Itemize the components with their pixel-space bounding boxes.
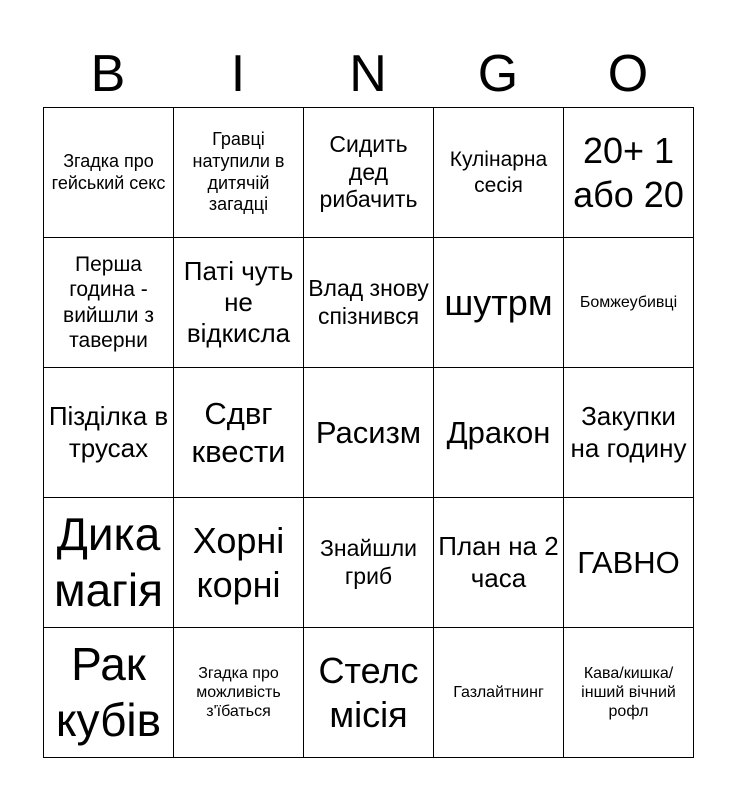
bingo-cell[interactable]: Перша година - вийшли з таверни <box>44 238 174 368</box>
bingo-cell[interactable]: ГАВНО <box>564 498 694 628</box>
bingo-cell[interactable]: Згадка про гейський секс <box>44 108 174 238</box>
bingo-cell[interactable]: Влад знову спізнився <box>304 238 434 368</box>
bingo-cell[interactable]: Сидить дед рибачить <box>304 108 434 238</box>
bingo-cell[interactable]: План на 2 часа <box>434 498 564 628</box>
header-letter-g: G <box>477 45 519 103</box>
bingo-cell[interactable]: Кава/кишка/інший вічний рофл <box>564 628 694 758</box>
bingo-cell[interactable]: Згадка про можливість з'їбаться <box>174 628 304 758</box>
bingo-cell[interactable]: Хорні корні <box>174 498 304 628</box>
board-row <box>44 368 694 498</box>
bingo-cell[interactable]: Дика магія <box>44 498 174 628</box>
header-letter-i: I <box>230 45 246 103</box>
header-letter-n: N <box>349 45 387 103</box>
bingo-cell[interactable]: Паті чуть не відкисла <box>174 238 304 368</box>
header-letter-b: B <box>90 45 126 103</box>
board-row <box>44 628 694 758</box>
header-letter-o: O <box>607 45 649 103</box>
bingo-cell[interactable]: Сдвг квести <box>174 368 304 498</box>
bingo-cell[interactable]: Пізділка в трусах <box>44 368 174 498</box>
bingo-cell[interactable]: Стелс місія <box>304 628 434 758</box>
bingo-cell[interactable]: 20+ 1 або 20 <box>564 108 694 238</box>
bingo-cell[interactable]: шутрм <box>434 238 564 368</box>
bingo-cell[interactable]: Закупки на годину <box>564 368 694 498</box>
board-row <box>44 108 694 238</box>
bingo-header <box>43 40 693 108</box>
bingo-cell[interactable]: Гравці натупили в дитячій загадці <box>174 108 304 238</box>
bingo-cell[interactable]: Дракон <box>434 368 564 498</box>
bingo-cell[interactable]: Знайшли гриб <box>304 498 434 628</box>
bingo-board <box>43 107 694 758</box>
board-row <box>44 238 694 368</box>
bingo-cell[interactable]: Расизм <box>304 368 434 498</box>
bingo-cell[interactable]: Газлайтнинг <box>434 628 564 758</box>
bingo-cell[interactable]: Кулінарна сесія <box>434 108 564 238</box>
bingo-cell[interactable]: Бомжеубивці <box>564 238 694 368</box>
board-row <box>44 498 694 628</box>
bingo-cell[interactable]: Рак кубів <box>44 628 174 758</box>
